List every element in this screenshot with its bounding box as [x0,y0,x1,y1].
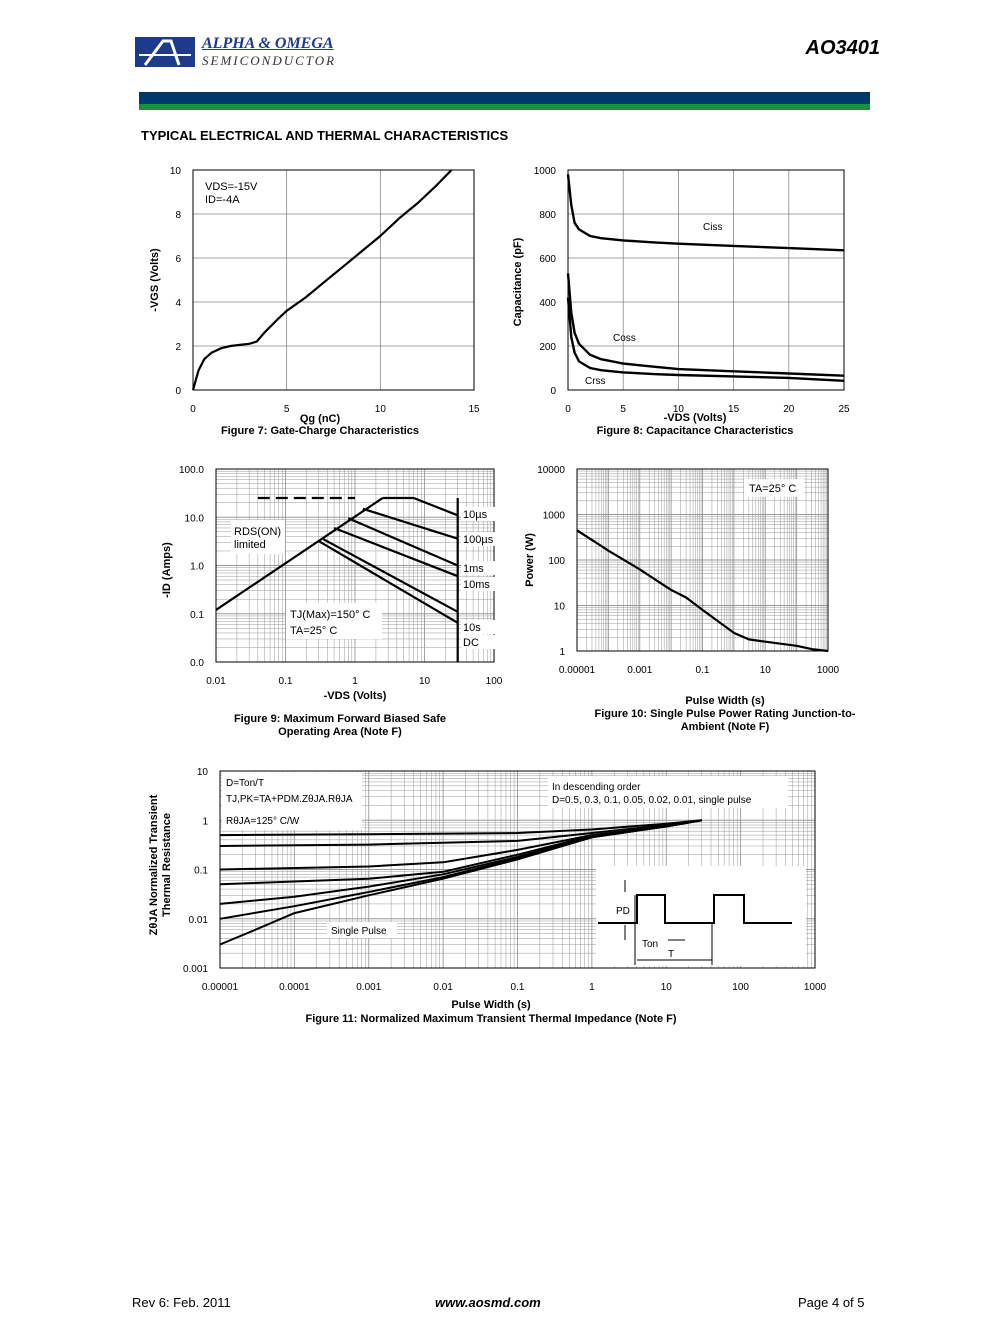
fig8-series-label: Crss [585,376,606,387]
fig11-annotation: In descending order [552,782,641,793]
fig11-annotation: TJ,PK=TA+PDM.ZθJA.RθJA [226,794,353,805]
fig9-series-line [383,498,458,515]
fig11-xtick-label: 1 [589,982,595,993]
fig10-ytick-label: 100 [548,556,565,567]
fig8-ytick-label: 1000 [533,166,556,177]
fig11-annotation: D=0.5, 0.3, 0.1, 0.05, 0.02, 0.01, single pulse [552,795,752,806]
fig9-ytick-label: 0.0 [190,658,204,669]
fig8-caption: Capacitance (pF) [512,237,524,327]
fig7-ytick-label: 4 [175,298,181,309]
fig11-xtick-label: 0.001 [356,982,382,993]
fig11-ytick-label: 10 [196,767,208,778]
fig9-xtick-label: 0.01 [206,676,226,687]
fig9-annotation: 10µs [463,509,488,521]
fig9-annotation: 100µs [463,534,494,546]
fig9-xtick-label: 0.1 [278,676,293,687]
fig9-ytick-label: 1.0 [190,561,204,573]
company-subtitle: SEMICONDUCTOR [202,53,337,68]
fig11-xtick-label: 1000 [803,982,827,993]
fig10-annotation: TA=25° C [749,483,797,495]
fig8-xtick-label: 20 [783,404,795,415]
fig10-xtick-label: 0.001 [627,665,653,676]
fig9-annotation: RDS(ON) [234,526,282,538]
fig8-series-line [568,298,844,381]
fig9-caption: -VDS (Volts) [323,690,387,702]
fig11-annotation: PD [616,906,630,917]
fig10-caption: Pulse Width (s) [685,695,765,707]
fig8-series-label: Coss [613,333,636,344]
fig7-ytick-label: 10 [169,166,181,177]
fig10-caption: Power (W) [524,533,536,587]
fig7-caption: Qg (nC) [299,413,341,425]
fig10-ytick-label: 10 [553,601,565,613]
company-name: ALPHA & OMEGA [202,35,334,52]
fig7-xtick-label: 5 [283,404,290,415]
fig8-xtick-label: 5 [620,404,626,415]
fig11-xtick-label: 0.1 [510,982,525,993]
fig9-annotation: TA=25° C [290,625,338,637]
fig11-annotation: RθJA=125° C/W [226,816,300,827]
fig9-annotation: DC [463,637,479,649]
fig11-caption: Pulse Width (s) [451,999,531,1011]
fig10-xtick-label: 10 [759,665,771,676]
fig7-annotation: ID=-4A [205,194,240,206]
fig8-caption: Figure 8: Capacitance Characteristics [596,425,794,437]
fig10-ytick-label: 10000 [537,465,565,476]
fig8-series-label: Ciss [703,222,723,233]
fig11-xtick-label: 10 [660,982,672,993]
fig9-annotation: limited [234,539,266,551]
fig8-xtick-label: 10 [672,404,684,415]
fig7-ytick-label: 0 [175,386,181,397]
fig11-ytick-label: 0.1 [194,865,208,877]
fig11-annotation: T [668,949,675,960]
fig8-ytick-label: 0 [550,386,556,397]
fig8-xtick-label: 15 [728,404,740,415]
fig11-ytick-label: 0.001 [182,964,208,975]
fig9-series-line [363,509,458,539]
fig9-xtick-label: 1 [352,676,358,687]
fig8-ytick-label: 600 [539,254,556,265]
fig7-xtick-label: 0 [190,404,196,415]
fig11-ytick-label: 1 [202,816,208,828]
fig11-annotation: D=Ton/T [226,778,265,789]
fig9-series-line [334,528,458,576]
fig11-caption: Figure 11: Normalized Maximum Transient Thermal Impedance (Note F) [305,1013,677,1025]
fig8-xtick-label: 25 [838,404,850,415]
fig9-annotation: 10ms [463,579,490,591]
fig11-xtick-label: 0.0001 [279,982,310,993]
fig7-ytick-label: 2 [175,342,181,353]
section-title: TYPICAL ELECTRICAL AND THERMAL CHARACTERISTICS [141,128,509,143]
fig10-xtick-label: 1000 [816,665,840,676]
fig9-annotation: 1ms [463,563,484,575]
fig11-xtick-label: 0.01 [433,982,453,993]
fig11-annotation: Ton [642,939,659,950]
footer-page: Page 4 of 5 [798,1295,865,1310]
fig9-ytick-label: 10.0 [184,513,204,525]
fig7-xtick-label: 15 [468,404,480,415]
fig8-xtick-label: 0 [565,404,571,415]
fig10-caption: Figure 10: Single Pulse Power Rating Junction-to- [594,708,856,720]
fig7-caption: -VGS (Volts) [149,248,161,312]
fig8-ytick-label: 800 [539,210,556,221]
fig9-caption: -ID (Amps) [161,542,173,598]
fig7-ytick-label: 6 [175,254,181,265]
fig7-xtick-label: 10 [374,404,386,415]
fig9-annotation: TJ(Max)=150° C [290,609,371,621]
fig10-ytick-label: 1000 [542,510,565,522]
fig8-caption: -VDS (Volts) [663,412,727,424]
fig9-ytick-label: 0.1 [190,609,204,621]
footer-revision: Rev 6: Feb. 2011 [132,1295,231,1310]
fig11-caption: Thermal Resistance [161,813,173,917]
fig11-caption: ZθJA Normalized Transient [148,794,160,936]
fig10-xtick-label: 0.1 [695,665,710,676]
fig9-caption: Operating Area (Note F) [278,726,402,738]
fig9-xtick-label: 100 [485,676,503,687]
fig7-caption: Figure 7: Gate-Charge Characteristics [220,425,420,437]
fig7-annotation: VDS=-15V [205,181,258,193]
fig10-caption: Ambient (Note F) [680,721,770,733]
fig11-xtick-label: 100 [732,982,749,993]
fig9-ytick-label: 100.0 [178,465,204,476]
fig11-xtick-label: 0.00001 [201,982,239,993]
fig8-series-line [568,174,844,250]
fig10-ytick-label: 1 [559,647,565,658]
fig7-ytick-label: 8 [175,210,181,221]
fig8-ytick-label: 400 [539,298,556,309]
fig9-xtick-label: 10 [418,676,431,687]
fig9-caption: Figure 9: Maximum Forward Biased Safe [233,713,447,725]
footer-website[interactable]: www.aosmd.com [435,1295,541,1310]
fig8-series-line [568,273,844,375]
part-number: AO3401 [805,37,880,59]
fig8-ytick-label: 200 [539,342,556,353]
fig11-annotation: Single Pulse [331,926,387,937]
fig10-xtick-label: 0.00001 [558,665,596,676]
fig9-series-line [348,518,457,565]
fig8-plot-frame [568,170,844,390]
fig11-ytick-label: 0.01 [188,914,208,926]
fig9-annotation: 10s [463,622,481,634]
